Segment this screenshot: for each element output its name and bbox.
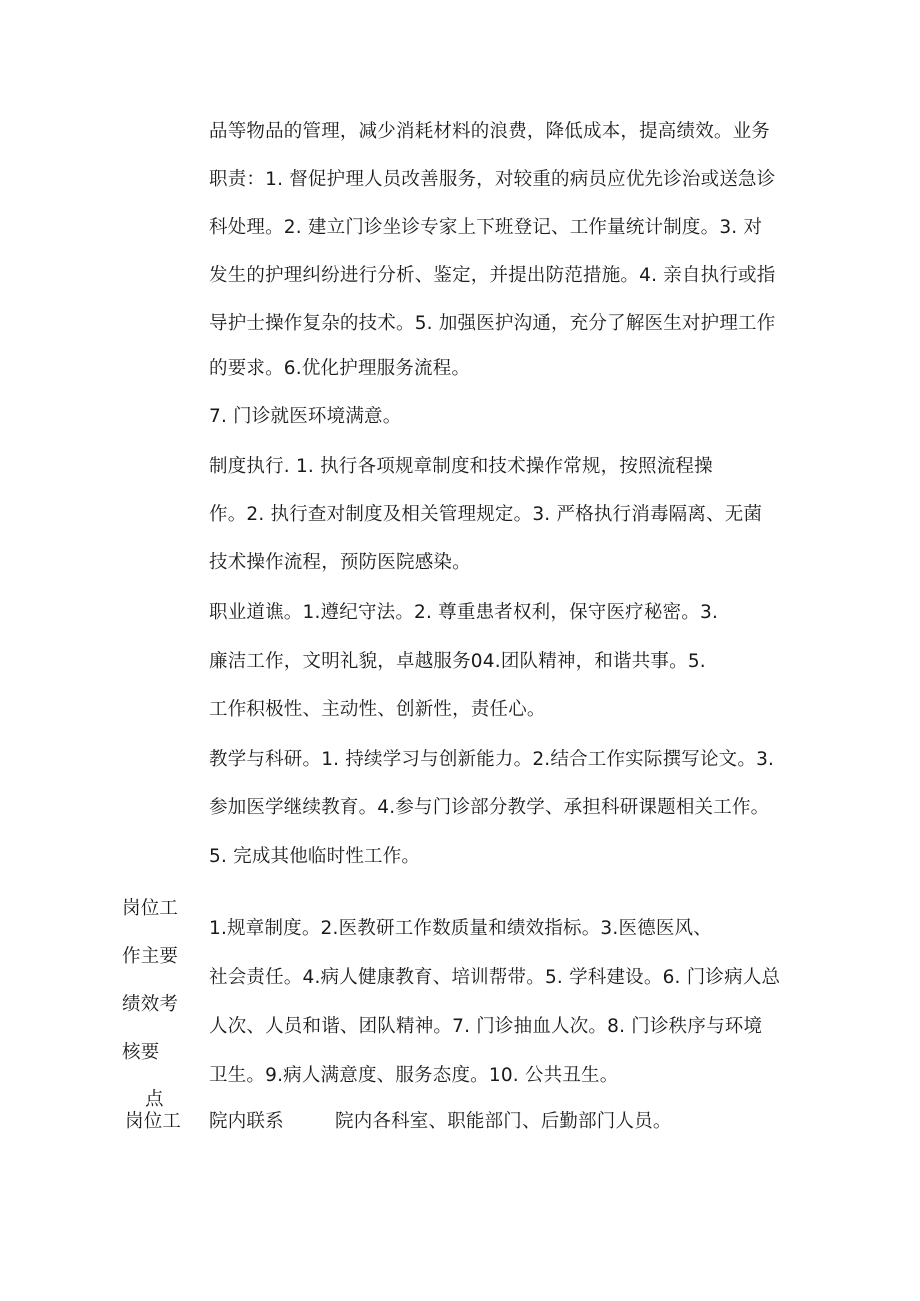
kpi-label-line: 点 (145, 1089, 164, 1110)
body-line: 7. 门诊就医环境满意。 (209, 406, 402, 427)
kpi-label-line: 作主要 (122, 946, 179, 967)
body-line: 导护士操作复杂的技术。5. 加强医护沟通，充分了解医生对护理工作 (209, 313, 776, 334)
body-line: 廉洁工作，文明礼貌，卓越服务04.团队精神，和谐共事。5. (209, 651, 706, 672)
row-content: 院内各科室、职能部门、后勤部门人员。 (335, 1111, 672, 1132)
body-line: 的要求。6.优化护理服务流程。 (209, 358, 471, 379)
kpi-line: 社会责任。4.病人健康教育、培训帮带。5. 学科建设。6. 门诊病人总 (209, 967, 781, 988)
kpi-label-line: 绩效考 (122, 994, 179, 1015)
body-line: 职责：1. 督促护理人员改善服务，对较重的病员应优先诊治或送急诊 (209, 169, 776, 190)
body-line: 职业道谯。1.遵纪守法。2. 尊重患者权利，保守医疗秘密。3. (209, 602, 719, 623)
body-line: 发生的护理纠纷进行分析、鉴定，并提出防范措施。4. 亲自执行或指 (209, 265, 776, 286)
body-line: 科处理。2. 建立门诊坐诊专家上下班登记、工作量统计制度。3. 对 (209, 217, 763, 238)
body-line: 5. 完成其他临时性工作。 (209, 846, 421, 867)
kpi-label-line: 核要 (122, 1042, 160, 1063)
row-label: 岗位工 (125, 1111, 182, 1132)
body-line: 工作积极性、主动性、创新性，责任心。 (209, 699, 546, 720)
body-line: 参加医学继续教育。4.参与门诊部分教学、承担科研课题相关工作。 (209, 797, 770, 818)
body-line: 制度执行. 1. 执行各项规章制度和技术操作常规，按照流程操 (209, 456, 713, 477)
kpi-label-line: 岗位工 (122, 898, 179, 919)
kpi-line: 1.规章制度。2.医教研工作数质量和绩效指标。3.医德医风、 (209, 918, 712, 939)
kpi-line: 人次、人员和谐、团队精神。7. 门诊抽血人次。8. 门诊秩序与环境 (209, 1016, 763, 1037)
body-line: 教学与科研。1. 持续学习与创新能力。2.结合工作实际撰写论文。3. (209, 749, 775, 770)
kpi-line: 卫生。9.病人满意度、服务态度。10. 公共丑生。 (209, 1065, 619, 1086)
body-line: 技术操作流程，预防医院感染。 (209, 552, 471, 573)
body-line: 品等物品的管理，减少消耗材料的浪费，降低成本，提高绩效。业务 (209, 121, 771, 142)
body-line: 作。2. 执行查对制度及相关管理规定。3. 严格执行消毒隔离、无菌 (209, 504, 763, 525)
row-category: 院内联系 (209, 1111, 284, 1132)
